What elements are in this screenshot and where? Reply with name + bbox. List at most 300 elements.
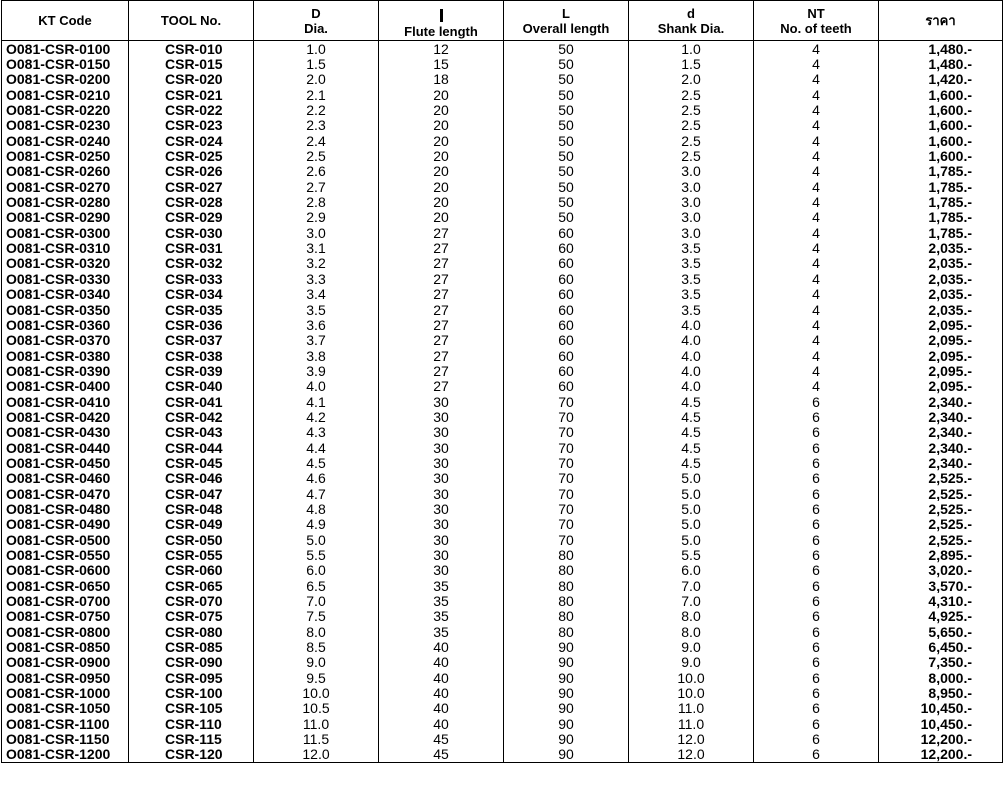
- table-row: [2, 271, 1003, 286]
- table-row: [2, 532, 1003, 547]
- flute-length-cell: 27: [379, 379, 504, 394]
- table-row: [2, 225, 1003, 240]
- shank-dia-cell: 3.0: [629, 194, 754, 209]
- table-row: [2, 563, 1003, 578]
- overall-length-cell: 50: [504, 118, 629, 133]
- shank-dia-cell: 1.0: [629, 41, 754, 57]
- flute-length-cell: 30: [379, 440, 504, 455]
- price-cell: 2,035.-: [879, 287, 1003, 302]
- diameter-cell: 10.0: [254, 685, 379, 700]
- flute-length-cell: 12: [379, 41, 504, 57]
- tool-no-cell: CSR-032: [129, 256, 254, 271]
- kt-code-cell: O081-CSR-0400: [2, 379, 129, 394]
- diameter-cell: 2.9: [254, 210, 379, 225]
- table-row: [2, 670, 1003, 685]
- shank-dia-cell: 4.5: [629, 409, 754, 424]
- kt-code-cell: O081-CSR-0100: [2, 41, 129, 57]
- shank-dia-cell: 5.0: [629, 532, 754, 547]
- overall-length-cell: 50: [504, 133, 629, 148]
- overall-length-cell: 60: [504, 225, 629, 240]
- teeth-cell: 4: [754, 317, 879, 332]
- overall-length-cell: 90: [504, 731, 629, 746]
- header-flute-length: Flute length: [379, 1, 504, 41]
- price-cell: 1,785.-: [879, 179, 1003, 194]
- kt-code-cell: O081-CSR-0300: [2, 225, 129, 240]
- diameter-cell: 3.8: [254, 348, 379, 363]
- overall-length-cell: 60: [504, 302, 629, 317]
- kt-code-cell: O081-CSR-0330: [2, 271, 129, 286]
- teeth-cell: 4: [754, 302, 879, 317]
- shank-dia-cell: 5.5: [629, 547, 754, 562]
- tool-no-cell: CSR-048: [129, 501, 254, 516]
- kt-code-cell: O081-CSR-0650: [2, 578, 129, 593]
- tool-no-cell: CSR-020: [129, 72, 254, 87]
- price-cell: 10,450.-: [879, 701, 1003, 716]
- overall-length-cell: 80: [504, 578, 629, 593]
- table-row: [2, 348, 1003, 363]
- shank-dia-cell: 7.0: [629, 593, 754, 608]
- diameter-cell: 2.5: [254, 148, 379, 163]
- flute-length-cell: 20: [379, 164, 504, 179]
- tool-no-cell: CSR-044: [129, 440, 254, 455]
- teeth-cell: 4: [754, 87, 879, 102]
- table-row: [2, 578, 1003, 593]
- table-row: [2, 379, 1003, 394]
- tool-no-cell: CSR-115: [129, 731, 254, 746]
- diameter-cell: 5.0: [254, 532, 379, 547]
- price-cell: 2,035.-: [879, 256, 1003, 271]
- price-cell: 2,340.-: [879, 425, 1003, 440]
- price-cell: 2,095.-: [879, 333, 1003, 348]
- teeth-cell: 4: [754, 240, 879, 255]
- table-row: [2, 609, 1003, 624]
- kt-code-cell: O081-CSR-0800: [2, 624, 129, 639]
- price-cell: 1,420.-: [879, 72, 1003, 87]
- shank-dia-cell: 6.0: [629, 563, 754, 578]
- diameter-cell: 3.1: [254, 240, 379, 255]
- tool-no-cell: CSR-120: [129, 747, 254, 763]
- flute-length-cell: 30: [379, 471, 504, 486]
- teeth-cell: 6: [754, 440, 879, 455]
- flute-length-cell: 27: [379, 317, 504, 332]
- kt-code-cell: O081-CSR-0260: [2, 164, 129, 179]
- tool-no-cell: CSR-038: [129, 348, 254, 363]
- table-row: [2, 394, 1003, 409]
- overall-length-cell: 90: [504, 747, 629, 763]
- header-kt-code: KT Code: [2, 1, 129, 41]
- shank-dia-cell: 4.0: [629, 348, 754, 363]
- kt-code-cell: O081-CSR-0390: [2, 363, 129, 378]
- table-row: [2, 593, 1003, 608]
- kt-code-cell: O081-CSR-0480: [2, 501, 129, 516]
- shank-dia-cell: 5.0: [629, 486, 754, 501]
- price-cell: 1,600.-: [879, 102, 1003, 117]
- price-cell: 2,340.-: [879, 394, 1003, 409]
- teeth-cell: 6: [754, 701, 879, 716]
- table-row: [2, 148, 1003, 163]
- shank-dia-cell: 11.0: [629, 701, 754, 716]
- overall-length-cell: 50: [504, 179, 629, 194]
- flute-length-cell: 15: [379, 56, 504, 71]
- overall-length-cell: 60: [504, 256, 629, 271]
- overall-length-cell: 70: [504, 394, 629, 409]
- header-diameter: D Dia.: [254, 1, 379, 41]
- flute-length-cell: 20: [379, 102, 504, 117]
- diameter-cell: 1.5: [254, 56, 379, 71]
- shank-dia-cell: 3.5: [629, 240, 754, 255]
- teeth-cell: 6: [754, 563, 879, 578]
- overall-length-cell: 50: [504, 56, 629, 71]
- kt-code-cell: O081-CSR-0280: [2, 194, 129, 209]
- tool-no-cell: CSR-022: [129, 102, 254, 117]
- diameter-cell: 2.1: [254, 87, 379, 102]
- teeth-cell: 6: [754, 655, 879, 670]
- table-row: [2, 72, 1003, 87]
- table-row: [2, 455, 1003, 470]
- diameter-cell: 4.6: [254, 471, 379, 486]
- tool-no-cell: CSR-080: [129, 624, 254, 639]
- header-price: ราคา: [879, 1, 1003, 41]
- price-cell: 12,200.-: [879, 731, 1003, 746]
- shank-dia-cell: 5.0: [629, 517, 754, 532]
- diameter-cell: 3.6: [254, 317, 379, 332]
- kt-code-cell: O081-CSR-0340: [2, 287, 129, 302]
- price-cell: 8,000.-: [879, 670, 1003, 685]
- shank-dia-cell: 11.0: [629, 716, 754, 731]
- diameter-cell: 7.0: [254, 593, 379, 608]
- tool-no-cell: CSR-035: [129, 302, 254, 317]
- overall-length-cell: 60: [504, 271, 629, 286]
- teeth-cell: 6: [754, 593, 879, 608]
- shank-dia-cell: 9.0: [629, 639, 754, 654]
- flute-length-cell: 30: [379, 486, 504, 501]
- shank-dia-cell: 12.0: [629, 747, 754, 763]
- overall-length-cell: 70: [504, 517, 629, 532]
- price-cell: 2,525.-: [879, 501, 1003, 516]
- flute-length-cell: 20: [379, 148, 504, 163]
- flute-length-cell: 30: [379, 455, 504, 470]
- tool-no-cell: CSR-039: [129, 363, 254, 378]
- overall-length-cell: 60: [504, 317, 629, 332]
- diameter-cell: 3.5: [254, 302, 379, 317]
- shank-dia-cell: 4.5: [629, 440, 754, 455]
- diameter-cell: 3.4: [254, 287, 379, 302]
- shank-dia-cell: 3.0: [629, 179, 754, 194]
- flute-length-cell: 30: [379, 547, 504, 562]
- flute-length-cell: 27: [379, 256, 504, 271]
- kt-code-cell: O081-CSR-0500: [2, 532, 129, 547]
- price-cell: 1,480.-: [879, 56, 1003, 71]
- teeth-cell: 4: [754, 348, 879, 363]
- teeth-cell: 4: [754, 271, 879, 286]
- tool-no-cell: CSR-023: [129, 118, 254, 133]
- price-cell: 2,035.-: [879, 240, 1003, 255]
- kt-code-cell: O081-CSR-0240: [2, 133, 129, 148]
- table-row: [2, 87, 1003, 102]
- tool-no-cell: CSR-029: [129, 210, 254, 225]
- price-cell: 8,950.-: [879, 685, 1003, 700]
- flute-length-cell: 27: [379, 302, 504, 317]
- diameter-cell: 12.0: [254, 747, 379, 763]
- teeth-cell: 6: [754, 716, 879, 731]
- teeth-cell: 4: [754, 148, 879, 163]
- shank-dia-cell: 4.5: [629, 455, 754, 470]
- diameter-cell: 8.0: [254, 624, 379, 639]
- flute-length-cell: 20: [379, 179, 504, 194]
- overall-length-cell: 70: [504, 409, 629, 424]
- overall-length-cell: 50: [504, 194, 629, 209]
- price-cell: 1,785.-: [879, 225, 1003, 240]
- price-table: [1, 0, 1003, 763]
- flute-length-cell: 40: [379, 685, 504, 700]
- table-row: [2, 716, 1003, 731]
- kt-code-cell: O081-CSR-0360: [2, 317, 129, 332]
- shank-dia-cell: 12.0: [629, 731, 754, 746]
- overall-length-cell: 70: [504, 455, 629, 470]
- overall-length-cell: 70: [504, 440, 629, 455]
- overall-length-cell: 60: [504, 240, 629, 255]
- teeth-cell: 6: [754, 578, 879, 593]
- flute-length-cell: 20: [379, 118, 504, 133]
- price-cell: 2,035.-: [879, 302, 1003, 317]
- shank-dia-cell: 3.5: [629, 287, 754, 302]
- shank-dia-cell: 10.0: [629, 685, 754, 700]
- price-cell: 2,035.-: [879, 271, 1003, 286]
- price-cell: 2,340.-: [879, 440, 1003, 455]
- table-row: [2, 363, 1003, 378]
- overall-length-cell: 50: [504, 41, 629, 57]
- tool-no-cell: CSR-075: [129, 609, 254, 624]
- tool-no-cell: CSR-025: [129, 148, 254, 163]
- diameter-cell: 5.5: [254, 547, 379, 562]
- diameter-cell: 3.9: [254, 363, 379, 378]
- teeth-cell: 4: [754, 194, 879, 209]
- flute-length-cell: 27: [379, 225, 504, 240]
- teeth-cell: 4: [754, 363, 879, 378]
- kt-code-cell: O081-CSR-0210: [2, 87, 129, 102]
- flute-length-cell: 35: [379, 593, 504, 608]
- shank-dia-cell: 3.0: [629, 164, 754, 179]
- kt-code-cell: O081-CSR-0410: [2, 394, 129, 409]
- diameter-cell: 10.5: [254, 701, 379, 716]
- diameter-cell: 4.9: [254, 517, 379, 532]
- teeth-cell: 6: [754, 731, 879, 746]
- table-row: [2, 685, 1003, 700]
- shank-dia-cell: 8.0: [629, 624, 754, 639]
- kt-code-cell: O081-CSR-0380: [2, 348, 129, 363]
- kt-code-cell: O081-CSR-0200: [2, 72, 129, 87]
- tool-no-cell: CSR-027: [129, 179, 254, 194]
- flute-length-cell: 20: [379, 210, 504, 225]
- kt-code-cell: O081-CSR-1050: [2, 701, 129, 716]
- tool-no-cell: CSR-090: [129, 655, 254, 670]
- price-cell: 2,525.-: [879, 517, 1003, 532]
- table-row: [2, 547, 1003, 562]
- tool-no-cell: CSR-040: [129, 379, 254, 394]
- diameter-cell: 11.0: [254, 716, 379, 731]
- table-row: [2, 425, 1003, 440]
- teeth-cell: 6: [754, 547, 879, 562]
- price-cell: 1,600.-: [879, 133, 1003, 148]
- shank-dia-cell: 3.0: [629, 225, 754, 240]
- diameter-cell: 4.0: [254, 379, 379, 394]
- tool-no-cell: CSR-041: [129, 394, 254, 409]
- price-cell: 1,600.-: [879, 87, 1003, 102]
- flute-length-cell: 40: [379, 716, 504, 731]
- tool-no-cell: CSR-055: [129, 547, 254, 562]
- flute-length-cell: 30: [379, 517, 504, 532]
- diameter-cell: 4.5: [254, 455, 379, 470]
- table-body: [2, 41, 1003, 763]
- tool-no-cell: CSR-050: [129, 532, 254, 547]
- teeth-cell: 4: [754, 179, 879, 194]
- shank-dia-cell: 4.0: [629, 379, 754, 394]
- kt-code-cell: O081-CSR-0850: [2, 639, 129, 654]
- tool-no-cell: CSR-026: [129, 164, 254, 179]
- kt-code-cell: O081-CSR-1100: [2, 716, 129, 731]
- teeth-cell: 6: [754, 532, 879, 547]
- tool-no-cell: CSR-034: [129, 287, 254, 302]
- teeth-cell: 6: [754, 455, 879, 470]
- header-row: [2, 1, 1003, 41]
- table-row: [2, 471, 1003, 486]
- tool-no-cell: CSR-095: [129, 670, 254, 685]
- kt-code-cell: O081-CSR-0310: [2, 240, 129, 255]
- tool-no-cell: CSR-105: [129, 701, 254, 716]
- header-shank-dia: d Shank Dia.: [629, 1, 754, 41]
- price-cell: 4,925.-: [879, 609, 1003, 624]
- flute-length-cell: 45: [379, 731, 504, 746]
- diameter-cell: 9.0: [254, 655, 379, 670]
- kt-code-cell: O081-CSR-1000: [2, 685, 129, 700]
- shank-dia-cell: 2.0: [629, 72, 754, 87]
- diameter-cell: 2.6: [254, 164, 379, 179]
- teeth-cell: 4: [754, 133, 879, 148]
- kt-code-cell: O081-CSR-0950: [2, 670, 129, 685]
- price-cell: 2,340.-: [879, 455, 1003, 470]
- overall-length-cell: 50: [504, 102, 629, 117]
- table-row: [2, 517, 1003, 532]
- tool-no-cell: CSR-028: [129, 194, 254, 209]
- overall-length-cell: 90: [504, 716, 629, 731]
- shank-dia-cell: 3.5: [629, 271, 754, 286]
- kt-code-cell: O081-CSR-1150: [2, 731, 129, 746]
- shank-dia-cell: 10.0: [629, 670, 754, 685]
- overall-length-cell: 80: [504, 593, 629, 608]
- table-row: [2, 179, 1003, 194]
- flute-length-cell: 30: [379, 501, 504, 516]
- shank-dia-cell: 5.0: [629, 501, 754, 516]
- shank-dia-cell: 3.0: [629, 210, 754, 225]
- price-cell: 7,350.-: [879, 655, 1003, 670]
- tool-no-cell: CSR-045: [129, 455, 254, 470]
- shank-dia-cell: 2.5: [629, 87, 754, 102]
- flute-length-cell: 27: [379, 348, 504, 363]
- tool-no-cell: CSR-031: [129, 240, 254, 255]
- teeth-cell: 6: [754, 425, 879, 440]
- teeth-cell: 4: [754, 56, 879, 71]
- diameter-cell: 4.1: [254, 394, 379, 409]
- flute-length-cell: 30: [379, 394, 504, 409]
- kt-code-cell: O081-CSR-1200: [2, 747, 129, 763]
- flute-length-cell: 27: [379, 271, 504, 286]
- shank-dia-cell: 8.0: [629, 609, 754, 624]
- shank-dia-cell: 4.0: [629, 333, 754, 348]
- overall-length-cell: 70: [504, 471, 629, 486]
- shank-dia-cell: 4.0: [629, 317, 754, 332]
- diameter-cell: 2.7: [254, 179, 379, 194]
- price-cell: 2,095.-: [879, 317, 1003, 332]
- teeth-cell: 6: [754, 471, 879, 486]
- teeth-cell: 4: [754, 225, 879, 240]
- kt-code-cell: O081-CSR-0220: [2, 102, 129, 117]
- diameter-cell: 3.3: [254, 271, 379, 286]
- price-cell: 1,480.-: [879, 41, 1003, 57]
- teeth-cell: 6: [754, 685, 879, 700]
- price-cell: 3,570.-: [879, 578, 1003, 593]
- tool-no-cell: CSR-042: [129, 409, 254, 424]
- diameter-cell: 2.8: [254, 194, 379, 209]
- diameter-cell: 3.0: [254, 225, 379, 240]
- price-cell: 3,020.-: [879, 563, 1003, 578]
- tool-no-cell: CSR-046: [129, 471, 254, 486]
- flute-length-cell: 30: [379, 563, 504, 578]
- flute-length-cell: 40: [379, 701, 504, 716]
- teeth-cell: 6: [754, 609, 879, 624]
- shank-dia-cell: 4.0: [629, 363, 754, 378]
- tool-no-cell: CSR-085: [129, 639, 254, 654]
- diameter-cell: 8.5: [254, 639, 379, 654]
- shank-dia-cell: 2.5: [629, 133, 754, 148]
- kt-code-cell: O081-CSR-0350: [2, 302, 129, 317]
- table-row: [2, 731, 1003, 746]
- teeth-cell: 4: [754, 164, 879, 179]
- table-row: [2, 240, 1003, 255]
- diameter-cell: 11.5: [254, 731, 379, 746]
- shank-dia-cell: 4.5: [629, 394, 754, 409]
- flute-length-cell: 35: [379, 624, 504, 639]
- table-row: [2, 501, 1003, 516]
- teeth-cell: 6: [754, 670, 879, 685]
- table-row: [2, 747, 1003, 763]
- price-cell: 2,340.-: [879, 409, 1003, 424]
- overall-length-cell: 60: [504, 287, 629, 302]
- price-cell: 2,095.-: [879, 379, 1003, 394]
- price-cell: 2,895.-: [879, 547, 1003, 562]
- price-cell: 1,785.-: [879, 210, 1003, 225]
- kt-code-cell: O081-CSR-0490: [2, 517, 129, 532]
- price-cell: 1,600.-: [879, 148, 1003, 163]
- table-row: [2, 333, 1003, 348]
- flute-length-cell: 18: [379, 72, 504, 87]
- teeth-cell: 6: [754, 517, 879, 532]
- price-cell: 4,310.-: [879, 593, 1003, 608]
- kt-code-cell: O081-CSR-0320: [2, 256, 129, 271]
- shank-dia-cell: 3.5: [629, 302, 754, 317]
- overall-length-cell: 50: [504, 72, 629, 87]
- teeth-cell: 6: [754, 501, 879, 516]
- kt-code-cell: O081-CSR-0290: [2, 210, 129, 225]
- diameter-cell: 4.8: [254, 501, 379, 516]
- header-teeth: NT No. of teeth: [754, 1, 879, 41]
- flute-length-cell: 27: [379, 333, 504, 348]
- kt-code-cell: O081-CSR-0230: [2, 118, 129, 133]
- tool-no-cell: CSR-070: [129, 593, 254, 608]
- tool-no-cell: CSR-033: [129, 271, 254, 286]
- teeth-cell: 6: [754, 409, 879, 424]
- table-row: [2, 486, 1003, 501]
- kt-code-cell: O081-CSR-0430: [2, 425, 129, 440]
